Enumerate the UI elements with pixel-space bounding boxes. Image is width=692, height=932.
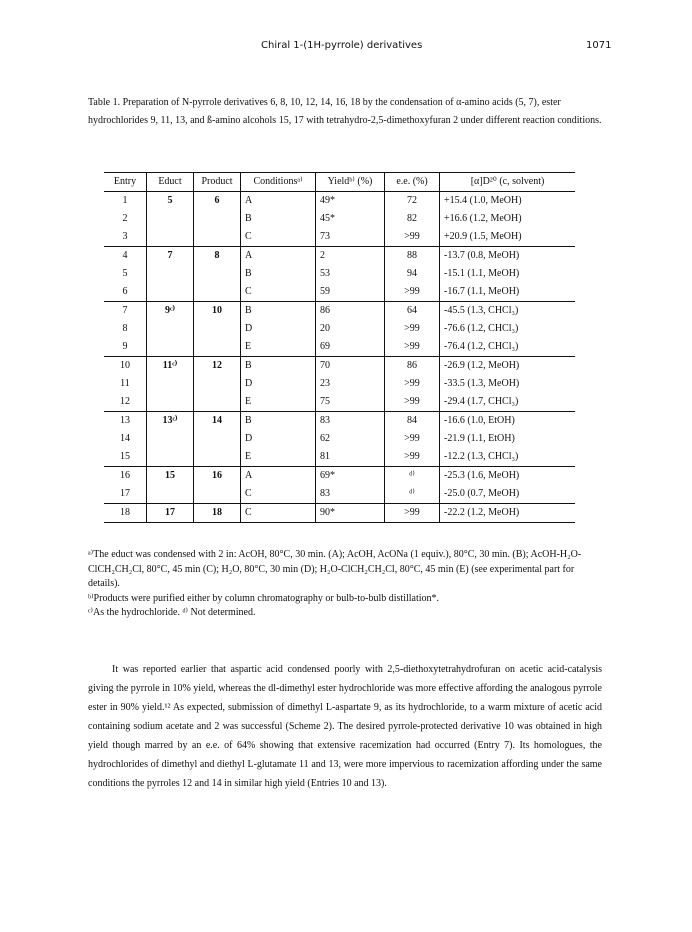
cell-yield: 45* [316, 210, 385, 228]
cell-educt [147, 320, 194, 338]
cell-yield: 53 [316, 265, 385, 283]
cell-yield: 20 [316, 320, 385, 338]
cell-product [194, 430, 241, 448]
cell-educt [147, 338, 194, 357]
cell-entry: 8 [122, 323, 128, 334]
cell-conditions: D [241, 430, 316, 448]
header-educt: Educt [147, 173, 194, 192]
cell-product: 18 [194, 504, 241, 523]
cell-ee: >99 [385, 228, 440, 247]
cell-entry: 18 [104, 504, 147, 523]
cell-entry: 9 [104, 338, 147, 357]
cell-educt: 5 [147, 192, 194, 211]
footnote-cd: ᶜ⁾As the hydrochloride. ᵈ⁾ Not determined. [88, 607, 256, 618]
cell-conditions: A [241, 247, 316, 266]
cell-educt [147, 485, 194, 504]
cell-yield: 83 [316, 485, 385, 504]
header-ee: e.e. (%) [385, 173, 440, 192]
cell-conditions: C [241, 485, 316, 504]
cell-educt [147, 228, 194, 247]
cell-rotation: -16.6 (1.0, EtOH) [440, 412, 576, 431]
cell-conditions: D [241, 375, 316, 393]
cell-educt: 11ᶜ⁾ [147, 357, 194, 376]
cell-conditions: B [241, 210, 316, 228]
cell-entry: 10 [120, 360, 130, 371]
header-conditions: Conditionsᵃ⁾ [241, 173, 316, 192]
cell-rotation: -22.2 (1.2, MeOH) [440, 504, 576, 523]
table-row [104, 485, 575, 504]
table-row [104, 357, 575, 376]
cell-product [194, 210, 241, 228]
cell-conditions: E [241, 448, 316, 467]
cell-educt: 7 [147, 247, 194, 266]
cell-product [194, 448, 241, 467]
cell-educt [147, 375, 194, 393]
cell-rotation: -33.5 (1.3, MeOH) [440, 375, 576, 393]
header-rotation: [α]D²⁰ (c, solvent) [440, 173, 576, 192]
cell-educt [147, 210, 194, 228]
table-row [104, 412, 575, 431]
cell-entry: 12 [104, 393, 147, 412]
cell-ee: >99 [385, 320, 440, 338]
cell-conditions: D [241, 320, 316, 338]
cell-product [194, 265, 241, 283]
cell-conditions: C [241, 228, 316, 247]
cell-yield: 59 [316, 283, 385, 302]
table-row [104, 320, 575, 338]
cell-ee: >99 [385, 393, 440, 412]
cell-educt [147, 265, 194, 283]
cell-yield: 23 [316, 375, 385, 393]
cell-entry: 7 [122, 305, 128, 316]
cell-rotation: -13.7 (0.8, MeOH) [440, 247, 576, 266]
cell-yield: 83 [316, 412, 385, 431]
cell-ee: 82 [385, 210, 440, 228]
table-caption: Table 1. Preparation of N-pyrrole derivatives 6, 8, 10, 12, 14, 16, 18 by the condensation of α-amino acids (5, 7), ester hydrochlorides 9, 11, 13, and ß-amino alcohols 15, 17 with tetrahydro-2,5-dimethoxyfuran 2 under different reaction conditions. [88, 97, 602, 126]
cell-educt: 17 [147, 504, 194, 523]
cell-educt [147, 283, 194, 302]
cell-entry: 1 [122, 195, 128, 206]
cell-educt: 13ᶜ⁾ [147, 412, 194, 431]
table-row [104, 265, 575, 283]
table-header-row [104, 173, 575, 192]
cell-ee: 72 [385, 192, 440, 211]
cell-ee: 88 [385, 247, 440, 266]
cell-yield: 2 [316, 247, 385, 266]
cell-rotation: -76.6 (1.2, CHCl₃) [440, 320, 576, 338]
table-row [104, 467, 575, 486]
cell-product [194, 320, 241, 338]
cell-yield: 81 [316, 448, 385, 467]
cell-rotation: -25.3 (1.6, MeOH) [440, 467, 576, 486]
cell-entry: 4 [122, 250, 128, 261]
cell-ee: >99 [385, 375, 440, 393]
cell-conditions: B [241, 412, 316, 431]
cell-product [194, 393, 241, 412]
cell-conditions: B [241, 265, 316, 283]
cell-yield: 69* [316, 467, 385, 486]
cell-conditions: B [241, 302, 316, 321]
cell-ee: >99 [385, 448, 440, 467]
cell-rotation: -76.4 (1.2, CHCl₃) [440, 338, 576, 357]
cell-rotation: +15.4 (1.0, MeOH) [440, 192, 576, 211]
cell-ee: >99 [385, 504, 440, 523]
cell-rotation: -15.1 (1.1, MeOH) [440, 265, 576, 283]
cell-educt: 9ᶜ⁾ [147, 302, 194, 321]
cell-product [194, 485, 241, 504]
cell-rotation: +20.9 (1.5, MeOH) [440, 228, 576, 247]
cell-product: 10 [194, 302, 241, 321]
table-row [104, 247, 575, 266]
cell-ee: 84 [385, 412, 440, 431]
cell-rotation: +16.6 (1.2, MeOH) [440, 210, 576, 228]
table-row [104, 192, 575, 211]
cell-conditions: E [241, 393, 316, 412]
table-row [104, 210, 575, 228]
cell-educt [147, 393, 194, 412]
header-product: Product [194, 173, 241, 192]
cell-ee: ᵈ⁾ [385, 485, 440, 504]
header-yield: Yieldᵇ⁾ (%) [316, 173, 385, 192]
table-row [104, 393, 575, 412]
cell-entry: 5 [122, 268, 128, 279]
cell-yield: 70 [316, 357, 385, 376]
cell-entry: 13 [120, 415, 130, 426]
cell-rotation: -25.0 (0.7, MeOH) [440, 485, 576, 504]
cell-product: 12 [194, 357, 241, 376]
table-row [104, 283, 575, 302]
table-footnotes [88, 548, 602, 621]
cell-product: 14 [194, 412, 241, 431]
running-title: Chiral 1-(1H-pyrrole) derivatives [261, 40, 423, 51]
cell-entry: 6 [104, 283, 147, 302]
table-row [104, 504, 575, 523]
cell-conditions: A [241, 192, 316, 211]
cell-rotation: -21.9 (1.1, EtOH) [440, 430, 576, 448]
header-entry: Entry [104, 173, 147, 192]
cell-entry: 2 [122, 213, 128, 224]
cell-product: 16 [194, 467, 241, 486]
cell-conditions: E [241, 338, 316, 357]
cell-ee: 94 [385, 265, 440, 283]
cell-product [194, 228, 241, 247]
table-row [104, 228, 575, 247]
cell-yield: 73 [316, 228, 385, 247]
cell-ee: >99 [385, 430, 440, 448]
cell-ee: 64 [385, 302, 440, 321]
cell-entry: 15 [104, 448, 147, 467]
cell-yield: 90* [316, 504, 385, 523]
cell-educt [147, 430, 194, 448]
cell-yield: 75 [316, 393, 385, 412]
table-row [104, 430, 575, 448]
table-row [104, 448, 575, 467]
body-paragraph: It was reported earlier that aspartic acid condensed poorly with 2,5-diethoxytetrahydrofuran on acetic acid-catalysis giving the pyrrole in 10% yield, whereas the dl-dimethyl ester hydrochloride was more effective affording the analogous pyrrole ester in 90% yield.¹² As expected, submission of dimethyl L-aspartate 9, as its hydrochloride, to a warm mixture of acetic acid containing sodium acetate and 2 was successful (Scheme 2). The desired pyrrole-protected derivative 10 was obtained in high yield though marred by an e.e. of 64% showing that extensive racemization had occurred (Entry 7). Its homologues, the hydrochlorides of dimethyl and diethyl L-glutamate 11 and 13, were more impervious to racemization affording under the same conditions the pyrroles 12 and 14 in similar high yield (Entries 10 and 13). [88, 664, 602, 789]
cell-product: 6 [194, 192, 241, 211]
cell-conditions: C [241, 283, 316, 302]
results-table [104, 172, 575, 523]
cell-product [194, 375, 241, 393]
footnote-b: ᵇ⁾Products were purified either by column chromatography or bulb-to-bulb distillation*. [88, 592, 440, 604]
cell-conditions: A [241, 467, 316, 486]
cell-rotation: -29.4 (1.7, CHCl₃) [440, 393, 576, 412]
table-row [104, 338, 575, 357]
cell-yield: 49* [316, 192, 385, 211]
cell-entry: 11 [120, 378, 130, 389]
table-body [104, 192, 575, 523]
table-row [104, 375, 575, 393]
page-number: 1071 [586, 40, 612, 51]
cell-entry: 3 [104, 228, 147, 247]
cell-conditions: C [241, 504, 316, 523]
cell-ee: >99 [385, 338, 440, 357]
cell-entry: 17 [104, 485, 147, 504]
cell-product: 8 [194, 247, 241, 266]
cell-rotation: -45.5 (1.3, CHCl₃) [440, 302, 576, 321]
table-row [104, 302, 575, 321]
cell-educt [147, 448, 194, 467]
cell-conditions: B [241, 357, 316, 376]
cell-product [194, 283, 241, 302]
cell-yield: 62 [316, 430, 385, 448]
cell-ee: >99 [385, 283, 440, 302]
cell-product [194, 338, 241, 357]
cell-entry: 14 [120, 433, 130, 444]
cell-rotation: -12.2 (1.3, CHCl₃) [440, 448, 576, 467]
cell-yield: 69 [316, 338, 385, 357]
cell-rotation: -16.7 (1.1, MeOH) [440, 283, 576, 302]
footnote-a: ᵃ⁾The educt was condensed with 2 in: AcOH, 80°C, 30 min. (A); AcOH, AcONa (1 equiv.), 80°C, 30 min. (B); AcOH-H₂O-ClCH₂CH₂Cl, 80°C, 45 min (C); H₂O, 80°C, 30 min (D); H₂O-ClCH₂CH₂Cl, 80°C, 45 min (E) (see experimental part for details). [88, 549, 582, 589]
cell-entry: 16 [120, 470, 130, 481]
cell-ee: ᵈ⁾ [385, 467, 440, 486]
cell-rotation: -26.9 (1.2, MeOH) [440, 357, 576, 376]
cell-educt: 15 [147, 467, 194, 486]
cell-yield: 86 [316, 302, 385, 321]
cell-ee: 86 [385, 357, 440, 376]
